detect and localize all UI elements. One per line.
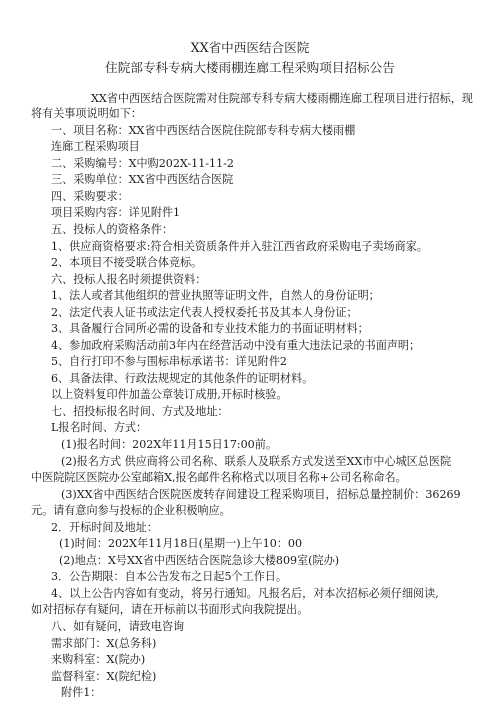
document-line: 将有关事项说明如下： (31, 107, 142, 120)
document-line: 以上资料复印件加盖公章装订成册,开标时核验。 (51, 388, 288, 401)
document-line: XX省中西医结合医院需对住院部专科专病大楼雨棚连廊工程项目进行招标，现 (91, 92, 473, 105)
document-line: 监督科室：X(院纪检) (51, 670, 157, 683)
document-line: 4、参加政府采购活动前3年内在经营活动中没有重大违法记录的书面声明； (51, 339, 421, 352)
document-line: 二、采购编号：X中购202X-11-11-2 (51, 157, 234, 170)
document-line: 6、具备法律、行政法规规定的其他条件的证明材料。 (51, 372, 314, 385)
document-line: 1、法人或者其他组织的营业执照等证明文件，自然人的身份证明； (51, 289, 380, 302)
document-title-announcement: 住院部专科专病大楼雨棚连廊工程采购项目招标公告 (105, 60, 395, 75)
document-line: 八、如有疑问，请致电咨询 (51, 620, 185, 633)
document-line: 六、投标人报名时须提供资料： (51, 273, 207, 286)
document-line: 一、项目名称：XX省中西医结合医院住院部专科专病大楼雨棚 (51, 124, 356, 137)
document-line: 1、供应商资格要求:符合相关资质条件并入驻江西省政府采购电子卖场商家。 (51, 240, 428, 253)
document-line: 来购科室：X(院办) (51, 653, 146, 666)
document-line: 连廊工程采购项目 (51, 140, 140, 153)
document-line: L报名时间、方式： (51, 421, 148, 434)
document-line: 五、投标人的资格条件： (51, 223, 174, 236)
document-line: (1)报名时间：202X年11月15日17:00前。 (61, 438, 277, 451)
document-line: 3．公告期限：自本公告发布之日起5个工作日。 (51, 570, 287, 583)
document-line: (2)报名方式 供应商将公司名称、联系人及联系方式发送至XX市中心城区总医院 (61, 455, 452, 468)
document-line: 5、自行打印不参与围标串标承诺书：详见附件2 (51, 355, 287, 368)
document-line: 如对招标存有疑问，请在开标前以书面形式向我院提出。 (31, 603, 309, 616)
document-line: 三、采购单位：XX省中西医结合医院 (51, 173, 234, 186)
document-line: (2)地点：X号XX省中西医结合医院急诊大楼809室(院办) (59, 554, 340, 567)
document-line: 元。请有意向参与投标的企业积极响应。 (31, 504, 231, 517)
document-line: 3、具备履行合同所必需的设备和专业技术能力的书面证明材料； (51, 322, 369, 335)
document-line: 四、采购要求： (51, 190, 129, 203)
document-line: 需求部门：X(总务科) (51, 637, 157, 650)
document-title-hospital: XX省中西医结合医院 (190, 40, 310, 55)
document-line: 4、以上公告内容如有变动，将另行通知。凡报名后，对本次招标必须仔细阅读, (51, 587, 439, 600)
document-line: (1)时间：202X年11月18日(星期一)上午10：00 (59, 537, 303, 550)
document-line: 七、招投标报名时间、方式及地址： (51, 405, 229, 418)
document-line: 中医院院区医院办公室邮箱X,报名邮件名称格式以项目名称+公司名称命名。 (31, 471, 407, 484)
document-line: 2、法定代表人证书或法定代表人授权委托书及其本人身份证； (51, 306, 358, 319)
document-line: 项目采购内容：详见附件1 (51, 206, 181, 219)
document-line: 2．开标时间及地址： (51, 521, 158, 534)
document-line: 附件1： (61, 686, 102, 699)
document-line: 2、本项目不接受联合体竞标。 (51, 256, 203, 269)
document-line: (3)XX省中西医结合医院医废转存间建设工程采购项目，招标总量控制价：36269 (61, 488, 461, 501)
